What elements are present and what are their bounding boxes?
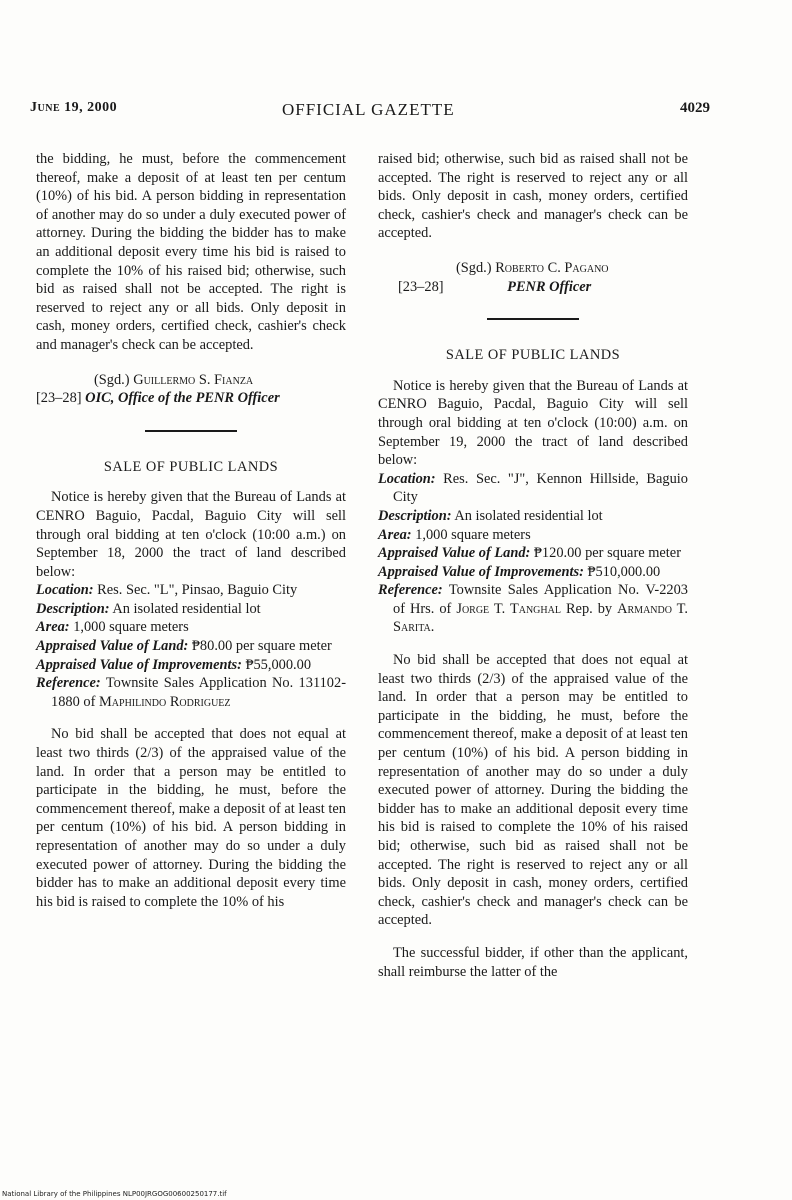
section-heading: SALE OF PUBLIC LANDS — [445, 347, 621, 364]
right-column — [378, 150, 688, 981]
area-field: Area: 1,000 square meters — [36, 619, 189, 636]
signature-block — [378, 259, 688, 296]
land-value-field: Appraised Value of Land: ₱120.00 per square meter — [378, 545, 681, 562]
issue-date: June 19, 2000 — [30, 100, 118, 115]
continued-paragraph: raised bid; otherwise, such bid as raised shall not be accepted. The right is reserved to reject any or all bids. Only deposit in cash, money orders, certified check, cashier's check and manager's check can be accepted. — [378, 151, 688, 242]
signature-block — [36, 371, 346, 408]
location-field: Location: Res. Sec. "J", Kennon Hillside, Baguio City — [378, 470, 688, 506]
scan-source-footer: National Library of the Philippines NLP00JRGOG00600250177.tif — [2, 1190, 227, 1198]
section-divider — [145, 430, 237, 432]
reference-field: Reference: Townsite Sales Application No. 131102-1880 of Maphilindo Rodriguez — [36, 675, 346, 710]
continued-paragraph: the bidding, he must, before the commencement thereof, make a deposit of at least ten per centum (10%) of his bid. A person bidding in representation of another may do so under a duly executed power of attorney. During the bidding the bidder has to make an additional deposit every time his bid is raised to complete the 10% of his raised bid; otherwise, such bid as raised shall not be accepted. The right is reserved to reject any or all bids. Only deposit in cash, money orders, certified check, cashier's check and manager's check can be accepted. — [36, 151, 346, 353]
terms-paragraph: No bid shall be accepted that does not equal at least two thirds (2/3) of the appraised value of the land. In order that a person may be entitled to participate in the bidding, he must, before the commencement thereof, make a deposit of at least ten per centum (10%) of his bid. A person bidding in representation of another may do so under a duly executed power of attorney. During the bidding the bidder has to make an additional deposit every time his bid is raised to complete the 10% of his raised bid; otherwise, such bid as raised shall not be accepted. The right is reserved to reject any or all bids. Only deposit in cash, money orders, certified check, cashier's check and manager's check can be accepted. — [378, 652, 688, 929]
publication-dates: [23–28] — [36, 390, 82, 407]
terms-paragraph: No bid shall be accepted that does not equal at least two thirds (2/3) of the appraised value of the land. In order that a person may be entitled to participate in the bidding, he must, before the commencement thereof, make a deposit of at least ten per centum (10%) of his bid. A person bidding in representation of another may do so under a duly executed power of attorney. During the bidding the bidder has to make an additional deposit every time his bid is raised to complete the 10% of his — [36, 726, 346, 910]
publication-title: OFFICIAL GAZETTE — [282, 100, 455, 119]
improvements-field: Appraised Value of Improvements: ₱55,000.00 — [36, 656, 312, 673]
notice-paragraph: Notice is hereby given that the Bureau of Lands at CENRO Baguio, Pacdal, Baguio City will sell through oral bidding at ten o'clock (10:00 a.m.) on September 18, 2000 the tract of land described below: — [36, 489, 346, 580]
closing-paragraph: The successful bidder, if other than the applicant, shall reimburse the latter of the — [378, 944, 688, 980]
improvements-field: Appraised Value of Improvements: ₱510,000.00 — [378, 563, 661, 580]
page-header — [30, 100, 710, 130]
area-field: Area: 1,000 square meters — [378, 526, 531, 543]
left-column — [36, 150, 346, 911]
land-value-field: Appraised Value of Land: ₱80.00 per square meter — [36, 638, 332, 655]
page-number: 4029 — [680, 100, 710, 116]
signatory-title: OIC, Office of the PENR Officer — [85, 390, 280, 407]
signatory-name: Roberto C. Pagano — [495, 259, 609, 276]
sig-prefix: (Sgd.) — [456, 259, 492, 276]
signatory-name: Guillermo S. Fianza — [133, 371, 254, 388]
description-field: Description: An isolated residential lot — [378, 507, 603, 524]
notice-paragraph: Notice is hereby given that the Bureau of Lands at CENRO Baguio, Pacdal, Baguio City will sell through oral bidding at ten o'clock (10:00) a.m. on September 19, 2000 the tract of land described below: — [378, 377, 688, 469]
sig-prefix: (Sgd.) — [94, 371, 130, 388]
location-field: Location: Res. Sec. "L", Pinsao, Baguio City — [36, 582, 298, 599]
reference-field: Reference: Townsite Sales Application No. V-2203 of Hrs. of Jorge T. Tanghal Rep. by Armando T. Sarita. — [378, 582, 688, 636]
section-divider — [487, 318, 579, 320]
signatory-title: PENR Officer — [507, 278, 592, 295]
description-field: Description: An isolated residential lot — [36, 600, 261, 617]
publication-dates: [23–28] — [398, 278, 444, 295]
section-heading: SALE OF PUBLIC LANDS — [103, 458, 279, 475]
